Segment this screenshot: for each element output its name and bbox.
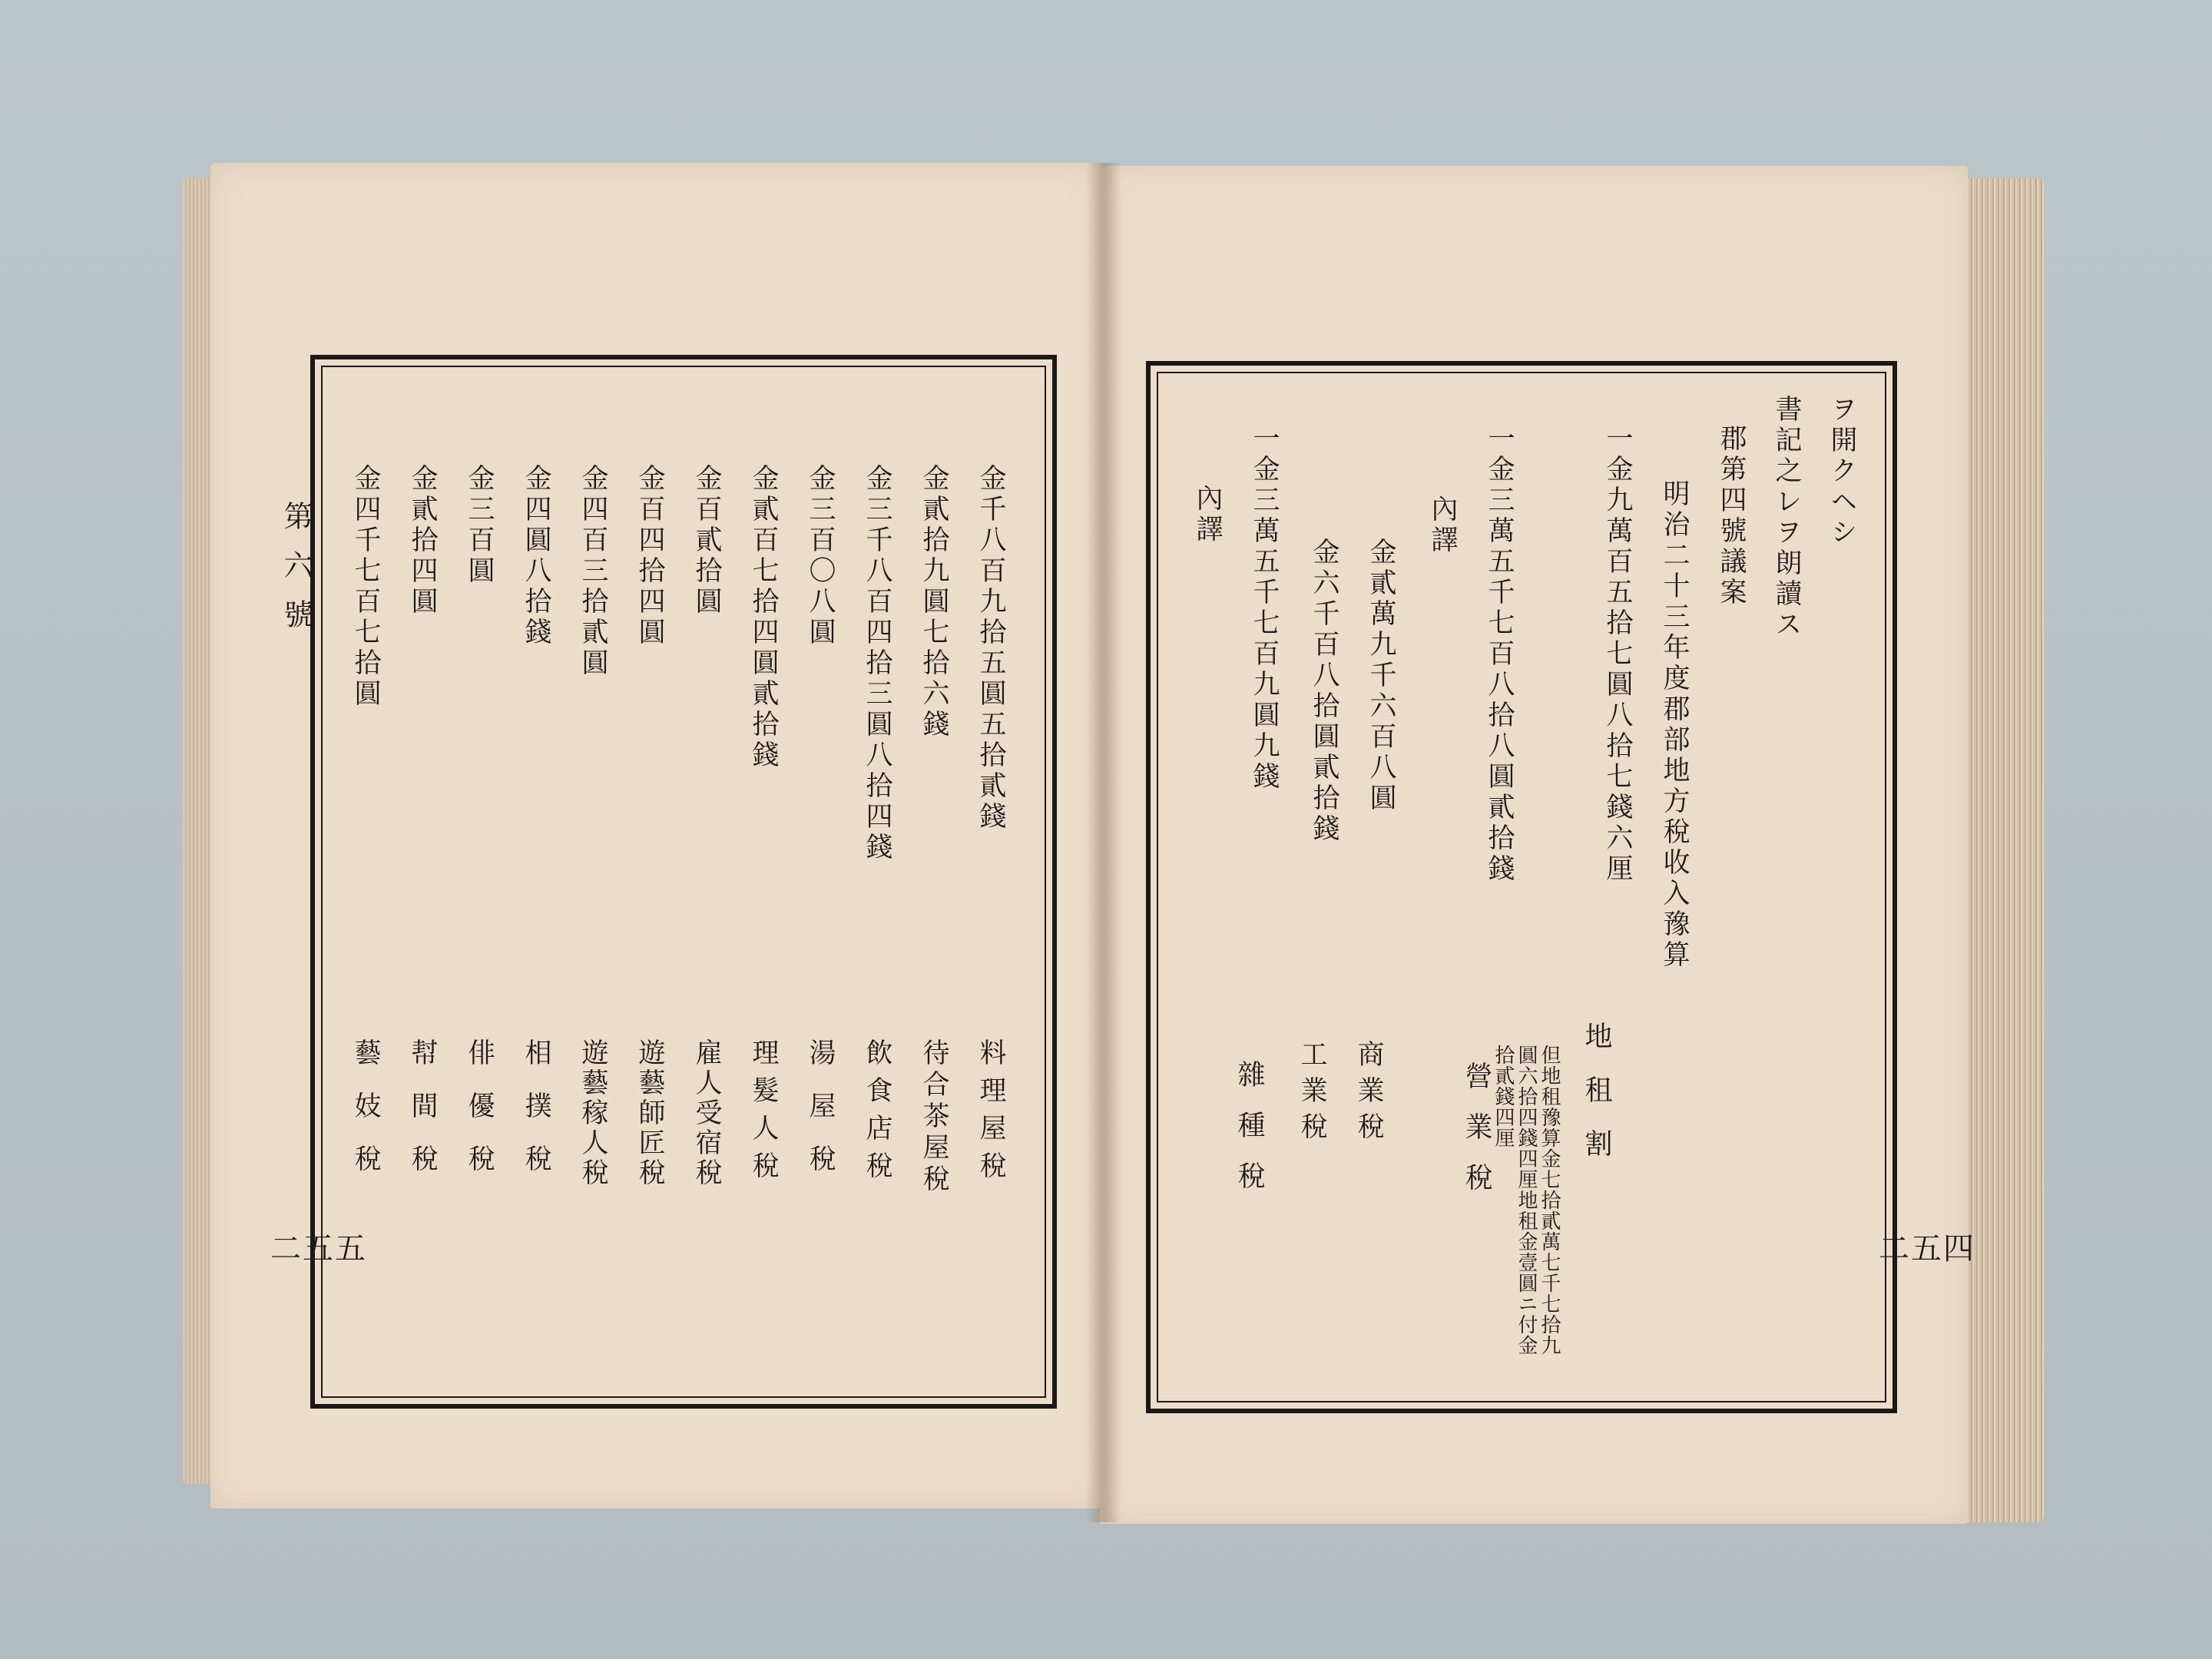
amount-line: 金貳拾四圓 [407, 464, 438, 618]
note-line: 四錢四厘地租金壹圓ニ付金拾貳錢四厘 [1492, 1045, 1538, 1356]
book-edge-right [1963, 178, 2045, 1522]
tax-item: 理髮人稅 [748, 1038, 779, 1189]
text-line: 內譯 [1427, 495, 1458, 556]
text-line: 書記之レヲ朗讀ス [1771, 395, 1802, 641]
text-line: 金六千百八拾圓貳拾錢 [1309, 538, 1339, 845]
page-number-right: 二五四 [1879, 1231, 1975, 1267]
tax-item: 遊藝稼人稅 [578, 1038, 608, 1188]
text-line: 郡第四號議案 [1716, 424, 1747, 608]
amount-line: 金百四拾四圓 [634, 464, 665, 648]
text-line: 明治二十三年度郡部地方稅收入豫算 [1659, 479, 1690, 971]
text-line: ヲ開クヘシ [1826, 395, 1857, 548]
text-line: 一金九萬百五拾七圓八拾七錢六厘 [1602, 424, 1633, 885]
tax-heading: 地租割 [1581, 1022, 1612, 1183]
amount-line: 金四百三拾貳圓 [578, 464, 608, 679]
tax-item: 湯屋稅 [805, 1038, 836, 1197]
tax-item: 藝妓稅 [350, 1038, 381, 1197]
tax-item: 俳優稅 [464, 1038, 495, 1197]
book-edge-left [183, 178, 214, 1484]
text-line: 金貳萬九千六百八圓 [1366, 538, 1396, 814]
amount-line: 金三百圓 [464, 464, 495, 587]
tax-item: 飲食店稅 [862, 1038, 892, 1189]
amount-line: 金四圓八拾錢 [521, 464, 551, 648]
issue-title: 第六號 [279, 501, 313, 648]
tax-item: 料理屋稅 [975, 1038, 1006, 1189]
tax-item: 幇間稅 [407, 1038, 438, 1197]
page-number-left: 二五五 [270, 1231, 367, 1267]
tax-heading: 雜種稅 [1233, 1060, 1265, 1212]
tax-heading: 營業稅 [1461, 1061, 1492, 1214]
tax-item: 待合茶屋稅 [919, 1038, 949, 1196]
text-line: 一金三萬五千七百八拾八圓貳拾錢 [1484, 424, 1515, 885]
text-line: 內譯 [1192, 484, 1223, 545]
amount-line: 金貳拾九圓七拾六錢 [919, 464, 949, 740]
tax-item: 雇人受宿稅 [691, 1038, 722, 1188]
note-text [1492, 1045, 1561, 1367]
text-line: 一金三萬五千七百九圓九錢 [1249, 424, 1280, 793]
amount-line: 金百貳拾圓 [691, 464, 722, 618]
amount-line: 金三千八百四拾三圓八拾四錢 [862, 464, 892, 863]
amount-line: 金四千七百七拾圓 [350, 464, 381, 710]
amount-line: 金三百〇八圓 [805, 464, 836, 648]
tax-item: 相撲稅 [521, 1038, 551, 1197]
book-gutter [1086, 163, 1121, 1522]
note-line: 但地租豫算金七拾貳萬七千七拾九圓六拾 [1515, 1045, 1561, 1356]
tax-subheading: 商業稅 [1353, 1040, 1384, 1148]
tax-item: 遊藝師匠稅 [634, 1038, 665, 1188]
amount-line: 金貳百七拾四圓貳拾錢 [748, 464, 779, 771]
amount-line: 金千八百九拾五圓五拾貳錢 [975, 464, 1006, 833]
tax-subheading: 工業稅 [1296, 1040, 1327, 1148]
